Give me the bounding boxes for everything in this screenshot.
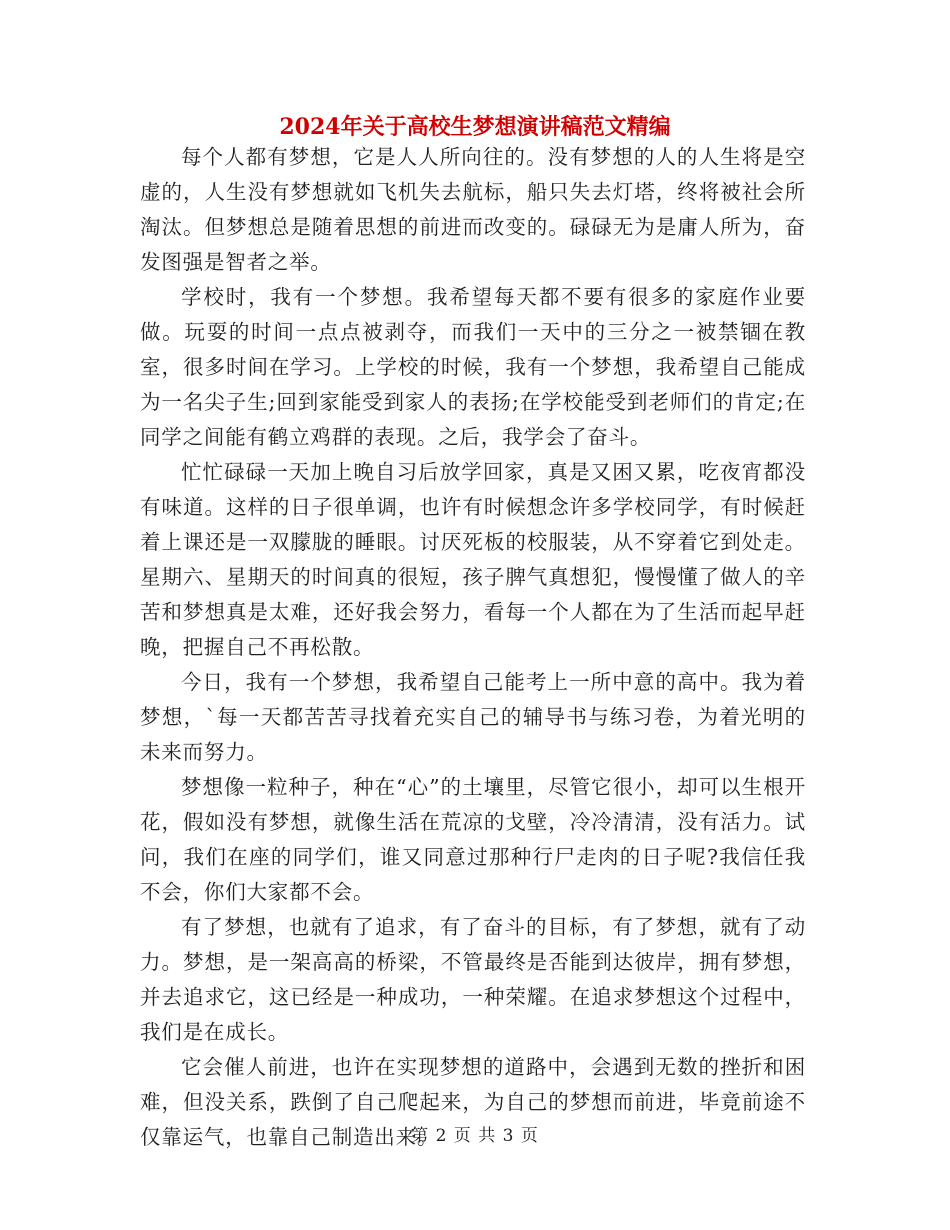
paragraph-6: 有了梦想，也就有了追求，有了奋斗的目标，有了梦想，就有了动力。梦想，是一架高高的桥梁，不管最终是否能到达彼岸，拥有梦想，并去追求它，这已经是一种成功，一种荣耀。在追求梦想这个过程中，我们是在成长。 (140, 915, 806, 1044)
paragraph-4: 今日，我有一个梦想，我希望自己能考上一所中意的高中。我为着梦想，`每一天都苦苦寻找着充实自己的辅导书与练习卷，为着光明的未来而努力。 (140, 670, 806, 764)
page-number-footer: 第 2 页 共 3 页 (411, 1126, 539, 1146)
paragraph-7: 它会催人前进，也许在实现梦想的道路中，会遇到无数的挫折和困难，但没关系，跌倒了自己爬起来，为自己的梦想而前进，毕竟前途不仅靠运气，也靠自己制造出来。 (140, 1055, 806, 1149)
paragraph-3: 忙忙碌碌一天加上晚自习后放学回家，真是又困又累，吃夜宵都没有味道。这样的日子很单调，也许有时候想念许多学校同学，有时候赶着上课还是一双朦胧的睡眼。讨厌死板的校服装，从不穿着它到处走。星期六、星期天的时间真的很短，孩子脾气真想犯，慢慢懂了做人的辛苦和梦想真是太难，还好我会努力，看每一个人都在为了生活而起早赶晚，把握自己不再松散。 (140, 460, 806, 659)
document-body (140, 140, 806, 1155)
paragraph-5: 梦想像一粒种子，种在“心”的土壤里，尽管它很小，却可以生根开花，假如没有梦想，就像生活在荒凉的戈壁，冷冷清清，没有活力。试问，我们在座的同学们，谁又同意过那种行尸走肉的日子呢?我信任我不会，你们大家都不会。 (140, 775, 806, 904)
paragraph-1: 每个人都有梦想，它是人人所向往的。没有梦想的人的人生将是空虚的，人生没有梦想就如飞机失去航标，船只失去灯塔，终将被社会所淘汰。但梦想总是随着思想的前进而改变的。碌碌无为是庸人所为，奋发图强是智者之举。 (140, 145, 806, 274)
paragraph-2: 学校时，我有一个梦想。我希望每天都不要有很多的家庭作业要做。玩耍的时间一点点被剥夺，而我们一天中的三分之一被禁锢在教室，很多时间在学习。上学校的时候，我有一个梦想，我希望自己能成为一名尖子生;回到家能受到家人的表扬;在学校能受到老师们的肯定;在同学之间能有鹤立鸡群的表现。之后，我学会了奋斗。 (140, 285, 806, 449)
document-title: 2024年关于高校生梦想演讲稿范文精编 (279, 114, 671, 140)
